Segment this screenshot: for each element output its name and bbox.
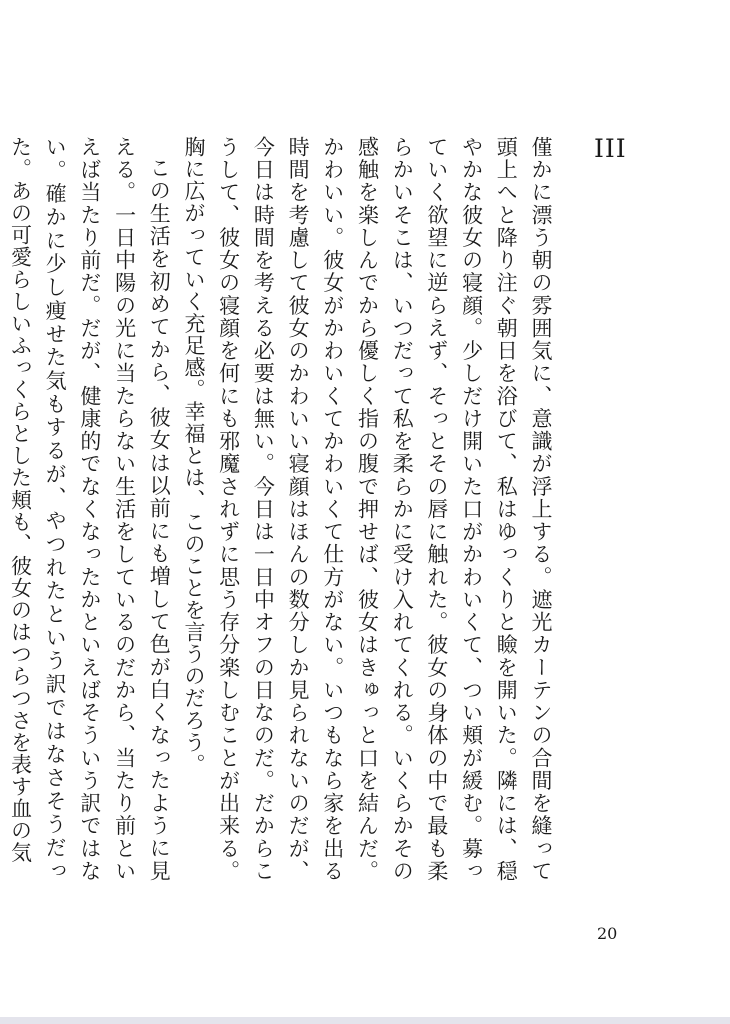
paragraph-2: この生活を初めてから、彼女は以前にも増して色が白くなったように見える。一日中陽の光に当たらない生活をしているのだから、当たり前といえば当たり前だ。だが、健康的でなくなったかといえばそういう訳ではない。確かに少し痩せた気もするが、やつれたという訳ではなさそうだった。あの可愛らしいふっくらとした頬も、彼女のはつらつさを表す血の気	[8, 136, 172, 882]
body-text	[3, 136, 558, 882]
page-number: 20	[597, 924, 618, 943]
paragraph-1: 僅かに漂う朝の雰囲気に、意識が浮上する。遮光カーテンの合間を縫って頭上へと降り注ぐ朝日を浴びて、私はゆっくりと瞼を開いた。隣には、穏やかな彼女の寝顔。少しだけ開いた口がかわいくて、つい頬が緩む。募っていく欲望に逆らえず、そっとその唇に触れた。彼女の身体の中で最も柔らかいそこは、いつだって私を柔らかに受け入れてくれる。いくらかその感触を楽しんでから優しく指の腹で押せば、彼女はきゅっと口を結んだ。かわいい。彼女がかわいくてかわいくて仕方がない。いつもなら家を出る時間を考慮して彼女のかわいい寝顔はほんの数分しか見られないのだが、今日は時間を考える必要は無い。今日は一日中オフの日なのだ。だからこうして、彼女の寝顔を何にも邪魔されずに思う存分楽しむことが出来る。胸に広がっていく充足感。幸福とは、このことを言うのだろう。	[181, 136, 553, 882]
chapter-heading: III	[594, 134, 627, 163]
bottom-edge-bar	[0, 1017, 730, 1024]
